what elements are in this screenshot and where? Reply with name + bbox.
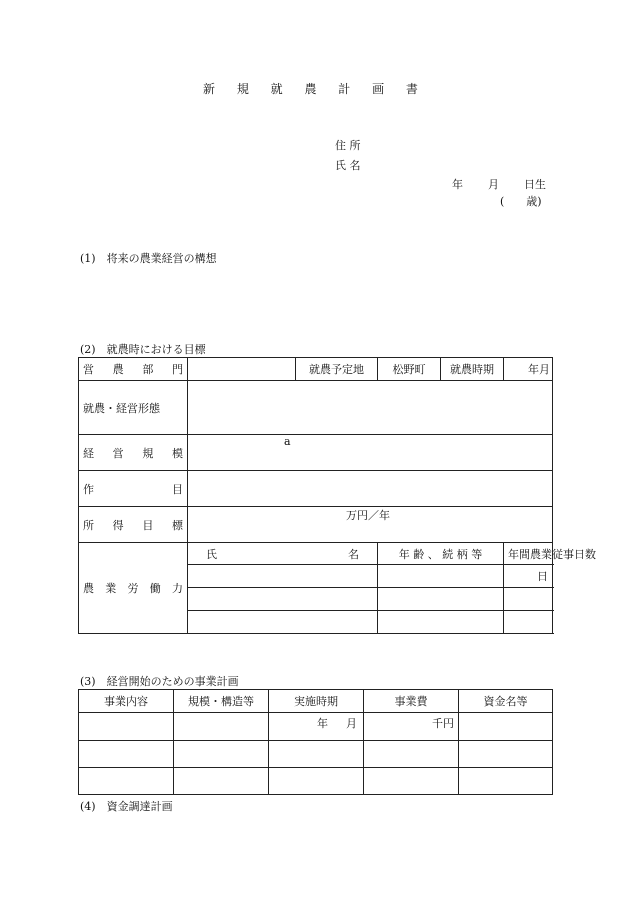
plan-cost-2[interactable] [364,741,459,768]
birth-day-label: 日生 [524,178,546,191]
plan-content-1[interactable] [79,713,174,741]
income-label: 所 得 目 標 [79,507,188,543]
planned-place-label: 就農予定地 [296,358,378,381]
crop-value-cell[interactable] [188,471,553,507]
plan-content-3[interactable] [79,768,174,795]
section3-heading: (3) 経営開始のための事業計画 [80,675,239,688]
labor-age-3[interactable] [378,611,504,634]
plan-header-cost: 事業費 [364,690,459,713]
plan-header-content: 事業内容 [79,690,174,713]
plan-header-fund: 資金名等 [459,690,553,713]
form-value-cell[interactable] [188,381,553,435]
birth-month-label: 月 [488,178,499,191]
labor-days-2[interactable] [504,588,553,611]
plan-header-scale: 規模・構造等 [174,690,269,713]
plan-header-period: 実施時期 [269,690,364,713]
scale-label: 経 営 規 模 [79,435,188,471]
labor-col-name: 氏 名 [188,543,378,565]
section2-heading: (2) 就農時における目標 [80,343,206,356]
farming-goal-table [78,357,596,634]
planned-month-label: 月 [539,363,550,376]
cost-unit: 千円 [432,717,454,730]
period-month-label: 月 [346,717,357,730]
labor-days-1[interactable] [504,565,553,588]
dept-label-cell [79,358,188,381]
business-plan-table [78,689,553,795]
address-label: 住 所 [335,139,361,152]
labor-name-2[interactable] [188,588,378,611]
plan-scale-1[interactable] [174,713,269,741]
plan-cost-1[interactable] [364,713,459,741]
period-year-label: 年 [317,717,328,730]
plan-scale-3[interactable] [174,768,269,795]
planned-time-value[interactable] [504,358,553,381]
planned-time-label: 就農時期 [441,358,504,381]
plan-period-2[interactable] [269,741,364,768]
age-label: ( 歳) [500,195,542,208]
income-value-cell[interactable] [188,507,553,543]
labor-age-1[interactable] [378,565,504,588]
plan-content-2[interactable] [79,741,174,768]
labor-age-2[interactable] [378,588,504,611]
labor-days-3[interactable] [504,611,553,634]
income-unit: 万円／年 [346,509,390,522]
labor-name-3[interactable] [188,611,378,634]
document-title: 新 規 就 農 計 画 書 [203,82,427,96]
scale-value-cell[interactable] [188,435,553,471]
plan-scale-2[interactable] [174,741,269,768]
plan-fund-1[interactable] [459,713,553,741]
crop-label: 作 目 [79,471,188,507]
labor-label: 農 業 労 働 力 [79,543,188,634]
days-unit: 日 [537,570,548,583]
plan-fund-3[interactable] [459,768,553,795]
section4-heading: (4) 資金調達計画 [80,800,173,813]
form-label: 就農・経営形態 [79,381,188,435]
name-label: 氏 名 [335,159,361,172]
labor-col-age: 年 齢 、 続 柄 等 [378,543,504,565]
labor-col-days: 年間農業従事日数 [504,543,553,565]
labor-name-1[interactable] [188,565,378,588]
scale-unit: a [284,435,291,448]
plan-fund-2[interactable] [459,741,553,768]
dept-label: 営 農 部 門 [83,363,183,376]
section1-heading: (1) 将来の農業経営の構想 [80,252,217,265]
plan-period-1[interactable] [269,713,364,741]
plan-cost-3[interactable] [364,768,459,795]
plan-period-3[interactable] [269,768,364,795]
planned-place-value: 松野町 [378,358,441,381]
birth-year-label: 年 [452,178,463,191]
planned-year-label: 年 [528,363,539,376]
dept-value-cell[interactable] [188,358,296,381]
